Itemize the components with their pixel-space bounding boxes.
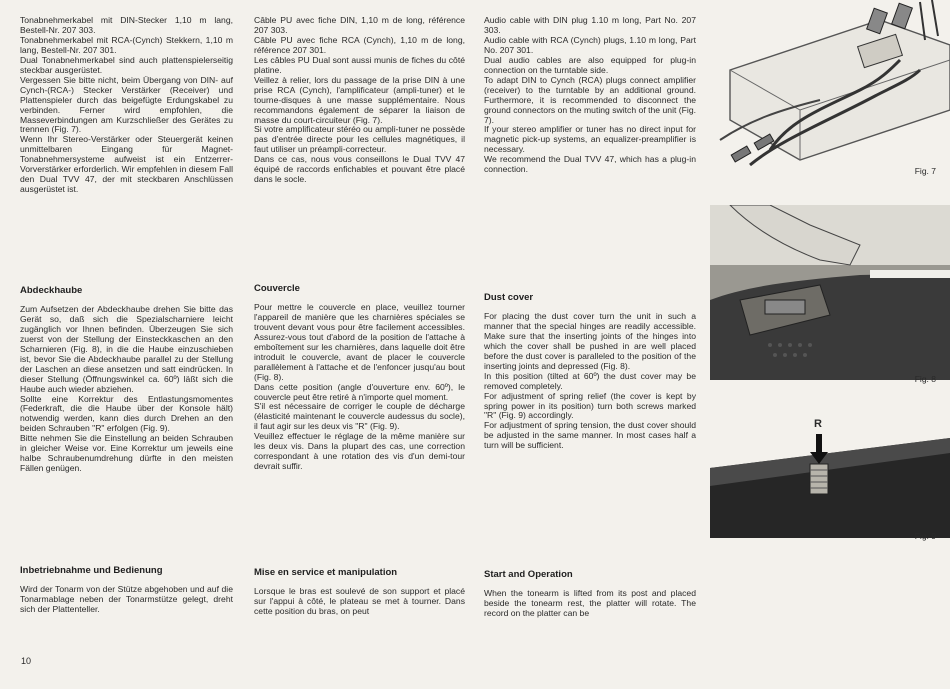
section-heading: Dust cover: [484, 292, 534, 303]
french-start-section: [254, 568, 465, 617]
paragraph: Zum Aufsetzen der Abdeckhaube drehen Sie bitte das Gerät so, daß sich die Spezialscharniere leicht zugänglich vor Ihnen befinden. Überzeugen Sie sich zuerst von der Stellung der Einsteckkaschen an den Scharnieren (Fig. 8), in die die Haube einzuschieben ist, bevor Sie die Abdeckhaube parallel zu der Stellung der Laschen an diese ansetzen und satt eindrücken. In dieser Stellung (Öffnungswinkel ca. 60º) läßt sich die Haube auch wieder abziehen.: [20, 303, 233, 394]
paragraph: For adjustment of spring tension, the dust cover should be adjusted in the same manner. In most cases half a turn will be sufficient.: [484, 420, 696, 451]
paragraph: We recommend the Dual TVV 47, which has a plug-in connection.: [484, 154, 696, 175]
paragraph: For placing the dust cover turn the unit in such a manner that the special hinges are readily accessible. Make sure that the inserting joints of the hinges into which the cover shall be pushed in are well placed before the dust cover is paralleled to the position of the inserting joints and depressed (Fig. 8).: [484, 310, 696, 371]
paragraph: Câble PU avec fiche DIN, 1,10 m de long, référence 207 303.: [254, 15, 465, 35]
french-column: [254, 16, 465, 185]
figure-8-image: [710, 205, 950, 380]
german-cover-section: [20, 286, 233, 474]
paragraph: Lorsque le bras est soulevé de son support et placé sur l'appui à côté, le plateau se met à tourner. Dans cette position du bras, on peut: [254, 585, 465, 616]
german-column: [20, 16, 233, 195]
paragraph: Sollte eine Korrektur des Entlastungsmomentes (Federkraft, die die Haube über der Konsole hält) notwendig werden, kann dies durch Drehen an den beiden Schrauben "R" erfolgen (Fig. 9).: [20, 393, 233, 434]
paragraph: Tonabnehmerkabel mit DIN-Stecker 1,10 m lang, Bestell-Nr. 207 303.: [20, 15, 233, 35]
figure-7-caption: Fig. 7: [914, 166, 936, 176]
paragraph: Veuillez effectuer le réglage de la même manière sur les deux vis. Dans la plupart des cas, une correction correspondant à une rotation des vis d'un demi-tour devrait suffir.: [254, 431, 465, 472]
section-heading: Abdeckhaube: [20, 285, 83, 296]
page-number: 10: [21, 656, 32, 666]
english-column: [484, 16, 696, 175]
paragraph: Wenn Ihr Stereo-Verstärker oder Steuergerät keinen unmittelbaren Eingang für Magnet-Tonabnehmersysteme aufweist ist ein Entzerrer-Vorverstärker erforderlich. Wir empfehlen in diesem Fall den Dual TVV 47, der mit steckbaren Anschlüssen ausgerüstet ist.: [20, 134, 233, 195]
section-heading: Couvercle: [254, 283, 300, 294]
section-heading: Start and Operation: [484, 569, 573, 580]
paragraph: Tonabnehmerkabel mit RCA-(Cynch) Stekkern, 1,10 m lang, Bestell-Nr. 207 301.: [20, 34, 233, 55]
paragraph: Pour mettre le couvercle en place, veuillez tourner l'appareil de manière que les charnières spéciales se trouvent devant vous pour être facilement accessibles. Assurez-vous tout d'abord de la position de l'attache à emboîtement sur les charnières, dans laquelle doit être introduit le couvercle, avant de placer le couvercle parallèlement à l'attache et de l'enfoncer jusqu'au bout (Fig. 8).: [254, 301, 465, 382]
paragraph: Les câbles PU Dual sont aussi munis de fiches du côté platine.: [254, 54, 465, 75]
paragraph: To adapt DIN to Cynch (RCA) plugs connect amplifier (receiver) to the turntable by an additional ground. Furthermore, it is recommended to disconnect the ground connectors on the muting switch of the unit (Fig. 7).: [484, 74, 696, 125]
paragraph: Dual Tonabnehmerkabel sind auch plattenspielerseitig steckbar ausgerüstet.: [20, 54, 233, 75]
figure-7-image: [710, 0, 950, 185]
paragraph: Audio cable with DIN plug 1.10 m long, Part No. 207 303.: [484, 15, 696, 35]
paragraph: Dans ce cas, nous vous conseillons le Dual TVV 47 équipé de raccords enfichables et pouvant être placé dans le socle.: [254, 154, 465, 185]
figure-9-caption: Fig. 9: [914, 531, 936, 541]
section-heading: Inbetriebnahme und Bedienung: [20, 565, 163, 576]
paragraph: Wird der Tonarm von der Stütze abgehoben und auf die Tonarmablage neben der Tonarmstütze gelegt, dreht sich der Plattenteller.: [20, 583, 233, 614]
english-start-section: [484, 570, 696, 619]
english-cover-section: [484, 293, 696, 451]
paragraph: Si votre amplificateur stéréo ou ampli-tuner ne possède pas d'entrée directe pour les cellules magnétiques, il faut utiliser un préampli-correcteur.: [254, 124, 465, 155]
paragraph: Bitte nehmen Sie die Einstellung an beiden Schrauben in gleicher Weise vor. Eine Korrektur um jeweils eine halbe Schraubenumdrehung dürfte in den meisten Fällen genügen.: [20, 433, 233, 474]
paragraph: Câble PU avec fiche RCA (Cynch), 1,10 m de long, référence 207 301.: [254, 34, 465, 55]
paragraph: Dual audio cables are also equipped for plug-in connection on the turntable side.: [484, 54, 696, 75]
german-intro: [20, 16, 233, 195]
paragraph: Dans cette position (angle d'ouverture env. 60º), le couvercle peut être retiré à n'importe quel moment.: [254, 381, 465, 402]
paragraph: S'il est nécessaire de corriger le couple de décharge (élasticité maintenant le couvercle audessus du socle), il faut agir sur les deux vis "R" (Fig. 9).: [254, 401, 465, 432]
paragraph: In this position (tilted at 60º) the dust cover may be removed completely.: [484, 370, 696, 391]
figure-9-image: [710, 398, 950, 538]
paragraph: If your stereo amplifier or tuner has no direct input for magnetic pick-up systems, an equalizer-preamplifier is necessary.: [484, 124, 696, 155]
german-start-section: [20, 566, 233, 615]
paragraph: When the tonearm is lifted from its post and placed beside the tonearm rest, the platter will rotate. The record on the platter can be: [484, 587, 696, 618]
paragraph: Veillez à relier, lors du passage de la prise DIN à une prise RCA (Cynch), l'amplificateur (ampli-tuner) et le tourne-disques à une masse supplémentaire. Nous recommandons également de séparer la liaison de masse du court-circuiteur (Fig. 7).: [254, 74, 465, 125]
paragraph: Audio cable with RCA (Cynch) plugs, 1.10 m long, Part No. 207 301.: [484, 34, 696, 55]
french-cover-section: [254, 284, 465, 472]
section-heading: Mise en service et manipulation: [254, 567, 398, 578]
paragraph: Vergessen Sie bitte nicht, beim Übergang von DIN- auf Cynch-(RCA-) Stecker Verstärker (Receiver) und Plattenspieler durch das beigefügte Erdungskabel zu verbinden. Ferner wird empfohlen, die Masseverbindungen am Kurzschließer des Gerätes zu trennen (Fig. 7).: [20, 74, 233, 135]
paragraph: For adjustment of spring relief (the cover is kept by spring power in its position) turn both screws marked "R" (Fig. 9) accordingly.: [484, 390, 696, 421]
screw-r-marker: R: [814, 418, 822, 430]
figure-8-caption: Fig. 8: [914, 374, 936, 384]
